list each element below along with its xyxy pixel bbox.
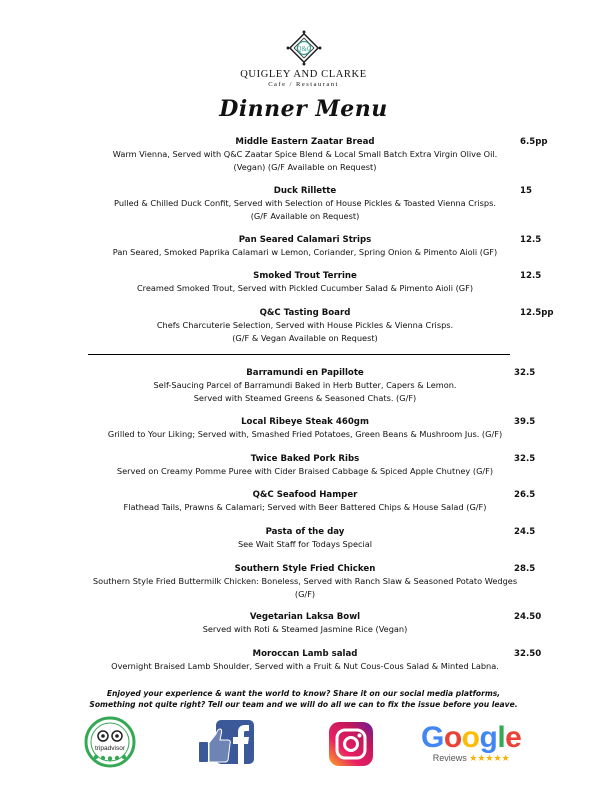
menu-item bbox=[60, 185, 550, 222]
menu-item-description: Southern Style Fried Buttermilk Chicken: Boneless, Served with Ranch Slaw & Seasoned Potato Wedges bbox=[92, 576, 518, 586]
google-stars: ★★★★★ bbox=[469, 753, 510, 763]
menu-item bbox=[60, 270, 550, 295]
menu-item-name: Pasta of the day bbox=[265, 527, 345, 537]
tripadvisor-icon bbox=[83, 716, 137, 768]
menu-item-price: 26.5 bbox=[514, 490, 536, 500]
menu-item-description: Pulled & Chilled Duck Confit, Served with Selection of House Pickles & Toasted Vienna Crisps. bbox=[114, 198, 496, 208]
menu-item-description: Grilled to Your Liking; Served with, Smashed Fried Potatoes, Green Beans & Mushroom Jus. (G/F) bbox=[107, 429, 503, 439]
menu-item-description: Served with Roti & Steamed Jasmine Rice (Vegan) bbox=[202, 624, 408, 634]
menu-item-description: Overnight Braised Lamb Shoulder, Served with a Fruit & Nut Cous-Cous Salad & Minted Labna. bbox=[111, 661, 499, 671]
menu-item-note: (G/F Available on Request) bbox=[250, 210, 360, 221]
menu-item-price: 15 bbox=[520, 186, 532, 196]
menu-item-name: Pan Seared Calamari Strips bbox=[238, 235, 372, 245]
menu-item bbox=[60, 367, 550, 404]
menu-item-price: 12.5 bbox=[520, 271, 542, 281]
menu-item-price: 39.5 bbox=[514, 417, 536, 427]
section-divider bbox=[88, 354, 510, 355]
menu-item-description: Served on Creamy Pomme Puree with Cider Braised Cabbage & Spiced Apple Chutney (G/F) bbox=[116, 466, 494, 476]
menu-item-price: 12.5 bbox=[520, 235, 542, 245]
instagram-button[interactable] bbox=[329, 722, 373, 770]
menu-item-price: 6.5pp bbox=[520, 137, 548, 147]
menu-title: Dinner Menu bbox=[219, 96, 388, 122]
menu-item-description: Creamed Smoked Trout, Served with Pickled Cucumber Salad & Pimento Aioli (GF) bbox=[136, 283, 474, 293]
menu-item-price: 12.5pp bbox=[520, 308, 554, 318]
instagram-icon bbox=[329, 722, 373, 766]
menu-item-description: Flathead Tails, Prawns & Calamari; Served with Beer Battered Chips & House Salad (G/F) bbox=[123, 502, 487, 512]
menu-item-name: Moroccan Lamb salad bbox=[252, 649, 358, 659]
footer-message bbox=[0, 688, 607, 710]
menu-item-name: Middle Eastern Zaatar Bread bbox=[235, 137, 375, 147]
menu-item bbox=[60, 307, 550, 344]
menu-item-name: Barramundi en Papillote bbox=[246, 368, 364, 378]
restaurant-logo bbox=[0, 30, 607, 88]
menu-item-description: Pan Seared, Smoked Paprika Calamari w Lemon, Coriander, Spring Onion & Pimento Aioli (GF) bbox=[112, 247, 498, 257]
tripadvisor-wordmark: tripadvisor bbox=[95, 745, 125, 752]
menu-item bbox=[60, 416, 550, 441]
menu-item bbox=[60, 234, 550, 259]
menu-item-price: 32.50 bbox=[514, 649, 542, 659]
menu-item bbox=[60, 453, 550, 478]
menu-item bbox=[60, 136, 550, 173]
google-letter: l bbox=[497, 721, 506, 754]
menu-item-note: Served with Steamed Greens & Seasoned Chats. (G/F) bbox=[193, 392, 417, 403]
menu-item-name: Vegetarian Laksa Bowl bbox=[249, 612, 361, 622]
menu-item-name: Local Ribeye Steak 460gm bbox=[241, 417, 369, 427]
google-letter: o bbox=[461, 721, 480, 754]
facebook-like-button[interactable] bbox=[198, 718, 256, 770]
google-logo-icon bbox=[421, 722, 521, 754]
brand-tagline: Cafe / Restaurant bbox=[268, 81, 339, 88]
menu-item-description: Self-Saucing Parcel of Barramundi Baked in Herb Butter, Capers & Lemon. bbox=[153, 380, 457, 390]
footer-line-share: Enjoyed your experience & want the world to know? Share it on our social media platforms, bbox=[106, 689, 501, 698]
menu-item bbox=[50, 563, 560, 600]
menu-item-price: 32.5 bbox=[514, 368, 536, 378]
tripadvisor-badge[interactable] bbox=[83, 716, 137, 772]
menu-item-name: Duck Rillette bbox=[273, 186, 337, 196]
menu-item-note: (Vegan) (G/F Available on Request) bbox=[233, 161, 377, 172]
menu-item-name: Q&C Tasting Board bbox=[259, 308, 351, 318]
google-letter: g bbox=[479, 721, 498, 754]
google-letter: G bbox=[421, 721, 444, 754]
menu-item-description: Warm Vienna, Served with Q&C Zaatar Spice Blend & Local Small Batch Extra Virgin Olive Oil. bbox=[112, 149, 498, 159]
menu-item-description: See Wait Staff for Todays Special bbox=[237, 539, 373, 549]
menu-item bbox=[60, 526, 550, 551]
menu-item bbox=[60, 611, 550, 636]
menu-item-price: 28.5 bbox=[514, 564, 536, 574]
menu-item-price: 24.5 bbox=[514, 527, 536, 537]
menu-item-note: (G/F) bbox=[294, 588, 316, 599]
google-reviews-label bbox=[421, 753, 521, 764]
logo-letters: Q&C bbox=[295, 45, 312, 53]
menu-item-description: Chefs Charcuterie Selection, Served with House Pickles & Vienna Crisps. bbox=[156, 320, 454, 330]
google-reviews-text: Reviews bbox=[432, 753, 467, 763]
menu-item-price: 24.50 bbox=[514, 612, 542, 622]
facebook-like-icon bbox=[198, 718, 256, 766]
google-letter: e bbox=[505, 721, 522, 754]
logo-emblem-icon bbox=[286, 30, 322, 66]
google-letter: o bbox=[443, 721, 462, 754]
menu-item-name: Twice Baked Pork Ribs bbox=[250, 454, 360, 464]
google-reviews-button[interactable] bbox=[421, 722, 521, 764]
menu-item-name: Q&C Seafood Hamper bbox=[252, 490, 358, 500]
menu-item bbox=[60, 648, 550, 673]
menu-item-note: (G/F & Vegan Available on Request) bbox=[232, 332, 378, 343]
google-wordmark bbox=[421, 721, 521, 754]
menu-item-name: Smoked Trout Terrine bbox=[253, 271, 357, 281]
footer-line-feedback: Something not quite right? Tell our team and we will do all we can to fix the issue before you leave. bbox=[89, 700, 518, 709]
brand-name: QUIGLEY AND CLARKE bbox=[240, 69, 367, 80]
menu-item-price: 32.5 bbox=[514, 454, 536, 464]
menu-item-name: Southern Style Fried Chicken bbox=[234, 564, 376, 574]
menu-item bbox=[60, 489, 550, 514]
